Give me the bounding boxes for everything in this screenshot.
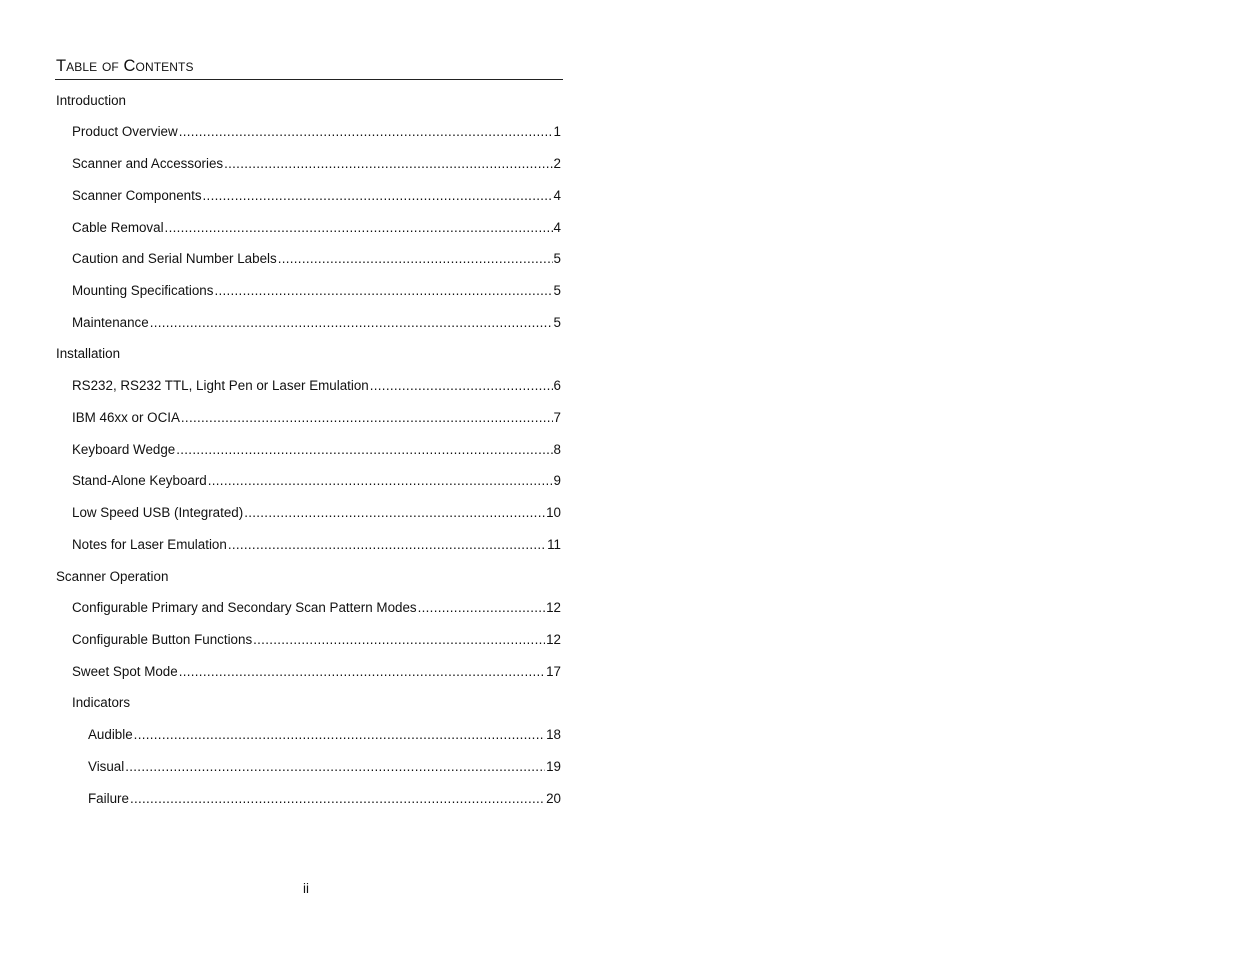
toc-entry-label: Mounting Specifications (72, 283, 214, 298)
toc-section-heading: Introduction (56, 93, 126, 108)
toc-entry-page: 17 (546, 664, 561, 679)
toc-section-heading: Installation (56, 346, 121, 361)
dot-leader (176, 441, 552, 459)
toc-entry-label: Caution and Serial Number Labels (72, 251, 277, 266)
toc-entry-page: 12 (546, 632, 561, 647)
toc-entry-label: Keyboard Wedge (72, 442, 176, 457)
toc-entry-page: 19 (546, 759, 561, 774)
toc-entry-label: Configurable Primary and Secondary Scan Pattern Modes (72, 600, 417, 615)
dot-leader (125, 758, 545, 776)
toc-entry[interactable] (72, 187, 561, 205)
toc-entry-page: 9 (553, 473, 561, 488)
toc-entry-label: Product Overview (72, 124, 178, 139)
toc-entry-label: Configurable Button Functions (72, 632, 253, 647)
toc-entry-label: Maintenance (72, 315, 149, 330)
toc-entry[interactable] (72, 123, 561, 141)
toc-subsection-heading (72, 694, 561, 712)
page-number: ii (303, 881, 309, 896)
dot-leader (203, 187, 553, 205)
dot-leader (179, 663, 545, 681)
toc-entry[interactable] (72, 409, 561, 427)
dot-leader (278, 250, 553, 268)
dot-leader (179, 123, 553, 141)
dot-leader (165, 219, 553, 237)
toc-entry[interactable] (72, 599, 561, 617)
toc-entry-page: 2 (553, 156, 561, 171)
toc-entry-label: Stand-Alone Keyboard (72, 473, 207, 488)
toc-entry-label: Audible (88, 727, 133, 742)
dot-leader (181, 409, 553, 427)
toc-entry[interactable] (88, 790, 561, 808)
toc-subsection-label: Indicators (72, 695, 131, 710)
dot-leader (134, 726, 545, 744)
toc-entry[interactable] (72, 631, 561, 649)
toc-entry-page: 5 (553, 251, 561, 266)
toc-entry-page: 10 (546, 505, 561, 520)
page-title: Table of Contents (56, 57, 194, 75)
toc-header (55, 56, 563, 80)
toc-entry[interactable] (88, 726, 561, 744)
toc-entry[interactable] (72, 472, 561, 490)
toc-entry-page: 5 (553, 315, 561, 330)
toc-entry-page: 20 (546, 791, 561, 806)
dot-leader (224, 155, 552, 173)
toc-entry[interactable] (72, 219, 561, 237)
toc-entry[interactable] (72, 536, 561, 554)
toc-entry[interactable] (72, 282, 561, 300)
dot-leader (150, 314, 553, 332)
dot-leader (370, 377, 553, 395)
toc-entry-label: Visual (88, 759, 125, 774)
toc-entry-label: Low Speed USB (Integrated) (72, 505, 244, 520)
toc-entry[interactable] (88, 758, 561, 776)
toc-entry[interactable] (72, 250, 561, 268)
toc-entry[interactable] (72, 377, 561, 395)
toc-entry-label: IBM 46xx or OCIA (72, 410, 180, 425)
toc-entry-page: 11 (547, 537, 561, 552)
dot-leader (208, 472, 553, 490)
toc-entry-label: Cable Removal (72, 220, 164, 235)
toc-entry-page: 6 (553, 378, 561, 393)
toc-entry-page: 1 (553, 124, 561, 139)
dot-leader (244, 504, 545, 522)
dot-leader (130, 790, 545, 808)
toc-entry-page: 7 (553, 410, 561, 425)
dot-leader (228, 536, 546, 554)
toc-entry[interactable] (72, 441, 561, 459)
dot-leader (253, 631, 545, 649)
toc-entry-label: Sweet Spot Mode (72, 664, 178, 679)
toc-entry[interactable] (72, 663, 561, 681)
toc-entry-page: 8 (553, 442, 561, 457)
toc-entry-page: 4 (553, 188, 561, 203)
toc-section-heading: Scanner Operation (56, 569, 169, 584)
toc-entry-page: 12 (546, 600, 561, 615)
toc-entry-label: Scanner Components (72, 188, 202, 203)
dot-leader (214, 282, 552, 300)
toc-entry[interactable] (72, 314, 561, 332)
dot-leader (418, 599, 545, 617)
toc-entry-label: Failure (88, 791, 129, 806)
toc-entry[interactable] (72, 155, 561, 173)
toc-entry-page: 4 (553, 220, 561, 235)
toc-entry-label: RS232, RS232 TTL, Light Pen or Laser Emulation (72, 378, 369, 393)
toc-entry-page: 18 (546, 727, 561, 742)
toc-entry-label: Notes for Laser Emulation (72, 537, 227, 552)
toc-entry-label: Scanner and Accessories (72, 156, 224, 171)
toc-entry-page: 5 (553, 283, 561, 298)
toc-entry[interactable] (72, 504, 561, 522)
